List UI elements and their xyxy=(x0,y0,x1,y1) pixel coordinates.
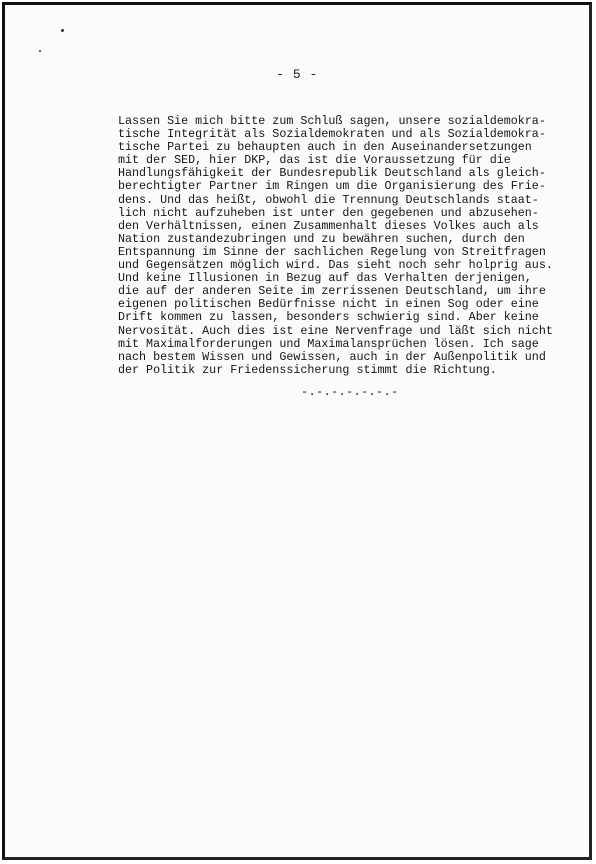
body-paragraph xyxy=(118,115,578,377)
text-line: Entspannung im Sinne der sachlichen Regelung von Streitfragen xyxy=(118,244,546,259)
text-line: Handlungsfähigkeit der Bundesrepublik Deutschland als gleich- xyxy=(118,166,546,181)
text-line: mit Maximalforderungen und Maximalansprüchen lösen. Ich sage xyxy=(118,336,539,351)
text-line: eigenen politischen Bedürfnisse nicht in einen Sog oder eine xyxy=(118,297,539,312)
text-line: Drift kommen zu lassen, besonders schwierig sind. Aber keine xyxy=(118,310,539,325)
text-line: Lassen Sie mich bitte zum Schluß sagen, unsere sozialdemokra- xyxy=(118,114,546,128)
text-line: mit der SED, hier DKP, das ist die Voraussetzung für die xyxy=(118,153,511,168)
text-line: Und keine Illusionen in Bezug auf das Verhalten derjenigen, xyxy=(118,271,532,286)
document-page xyxy=(2,2,592,860)
end-of-text-mark: -.-.-.-.-.-.- xyxy=(301,385,399,399)
text-line: den Verhältnissen, einen Zusammenhalt dieses Volkes auch als xyxy=(118,218,539,233)
scan-speck xyxy=(61,29,64,32)
text-line: tische Integrität als Sozialdemokraten und als Sozialdemokra- xyxy=(118,127,546,142)
text-line: die auf der anderen Seite im zerrissenen Deutschland, um ihre xyxy=(118,284,546,299)
scan-speck xyxy=(39,50,41,52)
page-number: - 5 - xyxy=(276,67,318,82)
text-line: Nation zustandezubringen und zu bewähren suchen, durch den xyxy=(118,231,525,246)
text-line: Nervosität. Auch dies ist eine Nervenfrage und läßt sich nicht xyxy=(118,323,553,338)
text-line: der Politik zur Friedenssicherung stimmt die Richtung. xyxy=(118,362,497,377)
text-line: nach bestem Wissen und Gewissen, auch in der Außenpolitik und xyxy=(118,349,546,364)
text-line: lich nicht aufzuheben ist unter den gegebenen und abzusehen- xyxy=(118,205,539,220)
text-line: berechtigter Partner im Ringen um die Organisierung des Frie- xyxy=(118,179,546,194)
text-line: dens. Und das heißt, obwohl die Trennung Deutschlands staat- xyxy=(118,192,539,207)
text-line: tische Partei zu behaupten auch in den Auseinandersetzungen xyxy=(118,140,532,155)
text-line: und Gegensätzen möglich wird. Das sieht noch sehr holprig aus. xyxy=(118,258,553,273)
